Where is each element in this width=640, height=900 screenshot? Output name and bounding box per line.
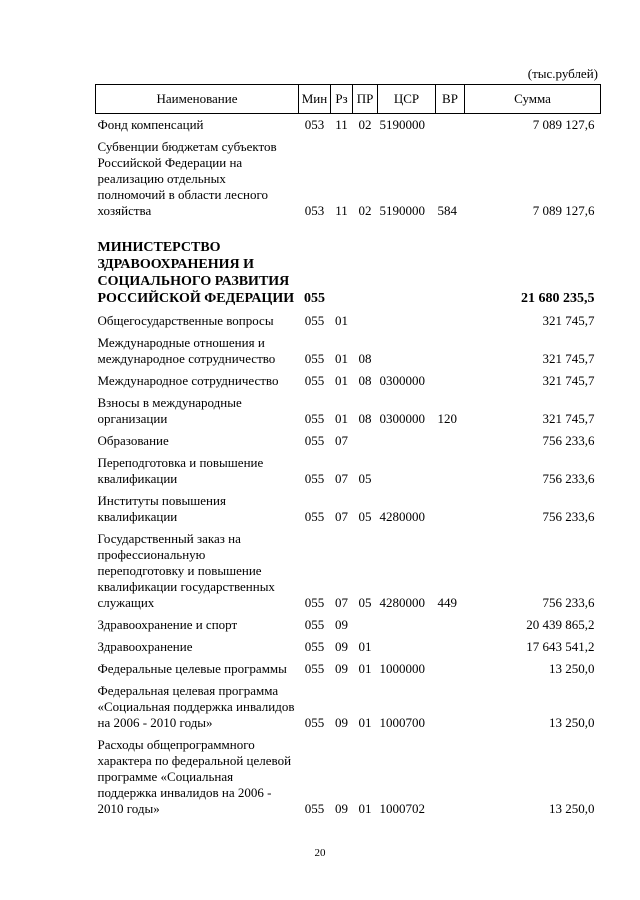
row-csr — [378, 636, 436, 658]
row-name: Федеральные целевые программы — [97, 661, 287, 676]
row-vr — [436, 636, 465, 658]
row-min: 055 — [304, 373, 325, 388]
header-vr: ВР — [436, 85, 465, 114]
row-name: Переподготовка и повышение квалификации — [97, 455, 264, 486]
row-name: Взносы в международные организации — [97, 395, 242, 426]
row-sum: 756 233,6 — [542, 509, 595, 524]
row-rz: 07 — [335, 595, 348, 610]
row-csr: 1000700 — [379, 715, 425, 730]
row-pr — [353, 614, 378, 636]
row-name: Международное сотрудничество — [97, 373, 279, 388]
row-min: 055 — [304, 351, 325, 366]
table-row — [96, 528, 601, 614]
budget-table — [95, 84, 601, 820]
row-name: Общегосударственные вопросы — [97, 313, 274, 328]
row-vr — [436, 680, 465, 734]
row-sum: 17 643 541,2 — [526, 639, 595, 654]
row-name: Фонд компенсаций — [97, 117, 204, 132]
row-pr — [353, 430, 378, 452]
row-sum: 756 233,6 — [542, 595, 595, 610]
row-pr: 08 — [358, 411, 372, 426]
table-row — [96, 636, 601, 658]
units-label: (тыс.рублей) — [527, 66, 598, 81]
row-sum: 756 233,6 — [542, 471, 595, 486]
header-min: Мин — [299, 85, 331, 114]
row-pr: 08 — [358, 351, 372, 366]
header-csr: ЦСР — [378, 85, 436, 114]
row-vr: 120 — [437, 411, 457, 426]
table-row — [96, 114, 601, 137]
row-min: 053 — [304, 117, 325, 132]
row-vr — [436, 452, 465, 490]
row-sum: 13 250,0 — [549, 661, 595, 676]
row-min: 055 — [304, 639, 325, 654]
row-vr: 584 — [437, 203, 457, 218]
row-pr: 08 — [358, 373, 372, 388]
row-min: 055 — [304, 661, 325, 676]
row-pr — [353, 236, 378, 310]
row-vr — [436, 490, 465, 528]
row-csr: 1000000 — [379, 661, 425, 676]
table-row — [96, 490, 601, 528]
table-row — [96, 614, 601, 636]
row-csr: 0300000 — [379, 373, 425, 388]
row-sum: 20 439 865,2 — [526, 617, 595, 632]
row-min: 055 — [304, 509, 325, 524]
row-rz — [331, 236, 353, 310]
row-rz: 09 — [335, 661, 348, 676]
row-sum: 321 745,7 — [542, 313, 595, 328]
row-sum: 321 745,7 — [542, 373, 595, 388]
row-min: 055 — [304, 433, 325, 448]
row-rz: 09 — [335, 715, 348, 730]
row-name: Федеральная целевая программа «Социальная поддержка инвалидов на 2006 - 2010 годы» — [97, 683, 295, 730]
row-csr — [378, 452, 436, 490]
row-csr — [378, 614, 436, 636]
row-pr: 01 — [358, 661, 372, 676]
row-min: 055 — [304, 715, 325, 730]
row-min: 055 — [304, 411, 325, 426]
table-row — [96, 734, 601, 820]
row-rz: 11 — [335, 117, 348, 132]
row-vr — [436, 236, 465, 310]
table-row — [96, 332, 601, 370]
row-rz: 11 — [335, 203, 348, 218]
table-row — [96, 310, 601, 332]
row-min: 055 — [304, 471, 325, 486]
row-pr: 02 — [358, 203, 372, 218]
row-name: Субвенции бюджетам субъектов Российской Федерации на реализацию отдельных полномочий в области лесного хозяйства — [97, 139, 277, 218]
row-vr — [436, 114, 465, 137]
row-name: Расходы общепрограммного характера по федеральной целевой программе «Социальная поддержка инвалидов на 2006 - 2010 годы» — [97, 737, 292, 816]
table-row — [96, 370, 601, 392]
ministry-name: МИНИСТЕРСТВО ЗДРАВООХРАНЕНИЯ И СОЦИАЛЬНОГО РАЗВИТИЯ РОССИЙСКОЙ ФЕДЕРАЦИИ — [97, 240, 295, 306]
row-min: 055 — [304, 291, 325, 306]
ministry-row — [96, 236, 601, 310]
row-csr — [378, 332, 436, 370]
row-min: 053 — [304, 203, 325, 218]
row-csr: 4280000 — [379, 595, 425, 610]
row-min: 055 — [304, 617, 325, 632]
row-rz: 01 — [335, 313, 348, 328]
row-sum: 7 089 127,6 — [532, 203, 595, 218]
row-rz: 07 — [335, 471, 348, 486]
row-csr — [378, 236, 436, 310]
table-row — [96, 658, 601, 680]
row-vr — [436, 332, 465, 370]
row-rz: 09 — [335, 639, 348, 654]
table-row — [96, 680, 601, 734]
row-pr: 01 — [358, 715, 372, 730]
row-vr — [436, 734, 465, 820]
row-name: Образование — [97, 433, 169, 448]
row-name: Здравоохранение — [97, 639, 193, 654]
row-pr: 05 — [358, 471, 372, 486]
row-csr: 5190000 — [379, 117, 425, 132]
row-sum: 13 250,0 — [549, 801, 595, 816]
row-csr — [378, 310, 436, 332]
row-csr: 0300000 — [379, 411, 425, 426]
row-sum: 7 089 127,6 — [532, 117, 595, 132]
row-sum: 13 250,0 — [549, 715, 595, 730]
row-pr: 02 — [358, 117, 372, 132]
row-vr — [436, 430, 465, 452]
header-name: Наименование — [96, 85, 299, 114]
row-vr — [436, 310, 465, 332]
row-name: Международные отношения и международное сотрудничество — [97, 335, 276, 366]
row-pr: 01 — [358, 801, 372, 816]
row-vr — [436, 614, 465, 636]
row-vr: 449 — [437, 595, 457, 610]
row-csr: 1000702 — [379, 801, 425, 816]
page-number: 20 — [314, 847, 326, 859]
row-pr — [353, 310, 378, 332]
row-rz: 01 — [335, 351, 348, 366]
row-pr: 05 — [358, 595, 372, 610]
row-sum: 756 233,6 — [542, 433, 595, 448]
row-pr: 01 — [358, 639, 372, 654]
table-row — [96, 136, 601, 222]
table-row — [96, 452, 601, 490]
row-min: 055 — [304, 313, 325, 328]
table-body — [96, 114, 601, 821]
row-rz: 09 — [335, 617, 348, 632]
row-rz: 07 — [335, 509, 348, 524]
row-csr — [378, 430, 436, 452]
row-sum: 321 745,7 — [542, 351, 595, 366]
row-rz: 01 — [335, 411, 348, 426]
row-csr: 5190000 — [379, 203, 425, 218]
row-rz: 09 — [335, 801, 348, 816]
header-sum: Сумма — [465, 85, 601, 114]
table-header — [96, 85, 601, 114]
row-min: 055 — [304, 595, 325, 610]
row-name: Государственный заказ на профессиональную переподготовку и повышение квалификации государственных служащих — [97, 531, 275, 610]
row-sum: 321 745,7 — [542, 411, 595, 426]
row-vr — [436, 658, 465, 680]
row-pr: 05 — [358, 509, 372, 524]
row-name: Здравоохранение и спорт — [97, 617, 238, 632]
row-vr — [436, 370, 465, 392]
row-rz: 01 — [335, 373, 348, 388]
row-spacer — [96, 222, 601, 236]
row-csr: 4280000 — [379, 509, 425, 524]
row-name: Институты повышения квалификации — [97, 493, 226, 524]
header-rz: Рз — [331, 85, 353, 114]
header-pr: ПР — [353, 85, 378, 114]
row-min: 055 — [304, 801, 325, 816]
table-row — [96, 430, 601, 452]
table-row — [96, 392, 601, 430]
row-rz: 07 — [335, 433, 348, 448]
ministry-sum: 21 680 235,5 — [521, 291, 595, 306]
